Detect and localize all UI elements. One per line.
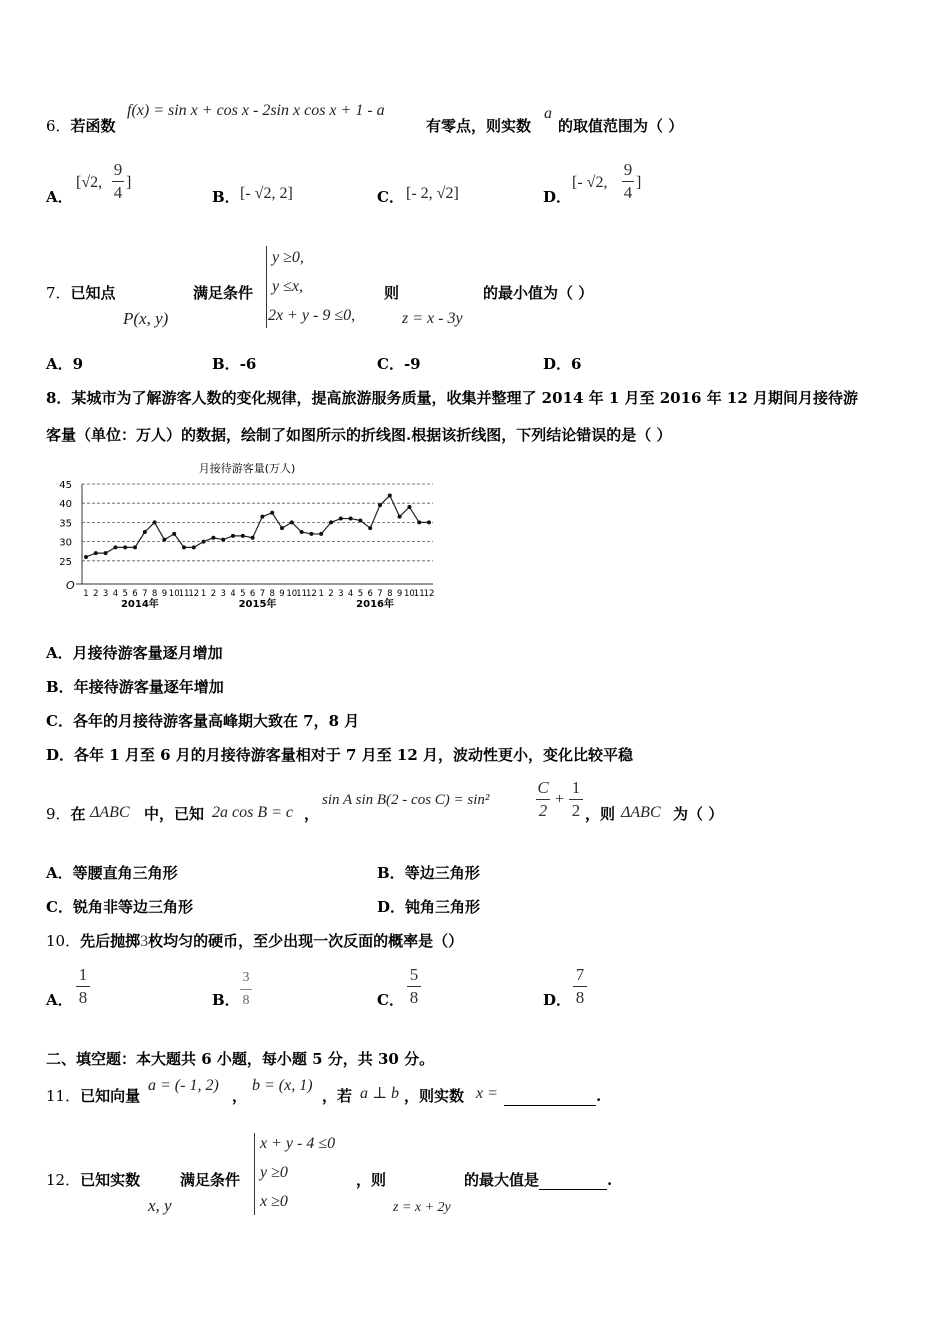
q9-mid: 中，已知 <box>144 805 205 823</box>
q6-function-expression: f(x) = sin x + cos x - 2sin x cos x + 1 - a <box>127 102 385 119</box>
x-tick-label: 12 <box>188 589 200 599</box>
q10-option-b-fraction: 3 8 <box>240 968 252 1011</box>
q10-option-d-label: D． <box>543 991 572 1009</box>
q6-option-b-text: [- √2, 2] <box>240 185 293 202</box>
q7-then: 则 <box>384 284 400 302</box>
q11-perp: a ⊥ b <box>360 1085 400 1102</box>
q8-option-d: D．各年 1 月至 6 月的月接待游客量相对于 7 月至 12 月，波动性更小，变化比较平稳 <box>46 746 633 764</box>
q7-stem: 7．已知点 <box>46 284 116 302</box>
x-tick-label: 11 <box>413 589 425 599</box>
data-point <box>133 545 137 549</box>
x-tick-label: 1 <box>83 589 89 599</box>
data-point <box>388 494 392 498</box>
data-point <box>123 545 127 549</box>
data-point <box>270 511 274 515</box>
data-point <box>211 536 215 540</box>
q11-then: ，则实数 <box>404 1087 465 1105</box>
x-tick-label: 10 <box>168 589 180 599</box>
x-tick-label: 7 <box>142 589 148 599</box>
x-tick-label: 12 <box>305 589 317 599</box>
data-point <box>368 526 372 530</box>
q9-option-b: B．等边三角形 <box>377 864 480 882</box>
q9-option-a: A．等腰直角三角形 <box>46 864 178 882</box>
data-point <box>260 515 264 519</box>
q6-option-d-left: [- √2, <box>572 174 608 191</box>
q9-plus: + <box>555 791 565 808</box>
q10-option-b-label: B． <box>212 991 240 1009</box>
q6-option-c-text: [- 2, √2] <box>406 185 459 202</box>
q11-vector-a: a = (- 1, 2) <box>148 1077 219 1094</box>
line-chart <box>52 458 452 610</box>
x-tick-label: 3 <box>220 589 226 599</box>
x-tick-label: 7 <box>259 589 266 599</box>
q10-option-a-fraction: 1 8 <box>76 965 90 1008</box>
q11-comma: ， <box>232 1087 248 1105</box>
q7-option-d: D．6 <box>543 355 582 373</box>
data-point <box>241 534 245 538</box>
q12-brace <box>254 1133 255 1215</box>
x-tick-label: 2 <box>210 589 217 599</box>
q8-option-a: A．月接待游客量逐月增加 <box>46 644 223 662</box>
q12-then: ，则 <box>356 1171 387 1189</box>
q8-line-1: 8．某城市为了解游客人数的变化规律，提高旅游服务质量，收集并整理了 2014 年 1 月至 2016 年 12 月期间月接待游 <box>46 389 859 407</box>
x-tick-label: 9 <box>161 589 168 599</box>
q12-stem: 12．已知实数 <box>46 1171 141 1189</box>
data-point <box>339 517 343 521</box>
year-label: 2016年 <box>356 599 395 610</box>
data-point <box>398 515 402 519</box>
data-point <box>417 520 421 524</box>
x-tick-label: 9 <box>396 589 403 599</box>
q8-option-c: C．各年的月接待游客量高峰期大致在 7，8 月 <box>46 712 360 730</box>
q7-option-b: B．-6 <box>212 355 257 373</box>
q6-option-d-right: ] <box>636 174 642 191</box>
x-tick-label: 1 <box>200 589 207 599</box>
q7-cond-1: y ≥0, <box>272 249 304 266</box>
q12-cond-3: x ≥0 <box>260 1193 288 1210</box>
x-tick-label: 10 <box>403 589 415 599</box>
q10-option-c-label: C． <box>377 991 404 1009</box>
data-point <box>182 545 186 549</box>
y-tick-label-35: 35 <box>59 518 72 530</box>
x-tick-label: 10 <box>286 589 298 599</box>
q7-brace <box>266 246 267 328</box>
q12-cond-1: x + y - 4 ≤0 <box>260 1135 336 1152</box>
q9-eq1: 2a cos B = c <box>212 804 293 821</box>
year-label: 2015年 <box>238 599 277 610</box>
q11-stem: 11．已知向量 <box>46 1087 141 1105</box>
chart-origin: O <box>66 579 75 592</box>
q7-point: P(x, y) <box>123 309 169 328</box>
x-tick-label: 4 <box>230 589 236 599</box>
q12-cond-label: 满足条件 <box>180 1171 241 1189</box>
x-tick-label: 7 <box>377 589 383 599</box>
q6-option-c-label: C． <box>377 188 404 206</box>
q12-z-expr: z = x + 2y <box>393 1200 451 1215</box>
x-tick-label: 11 <box>178 589 190 599</box>
data-point <box>309 532 313 536</box>
data-point <box>280 526 284 530</box>
q9-triangle: ΔABC <box>90 804 130 821</box>
data-point <box>192 545 196 549</box>
q9-then: ，则 <box>585 805 616 823</box>
x-tick-label: 11 <box>296 589 308 599</box>
q9-suffix: 为（ ） <box>673 805 724 823</box>
x-tick-label: 2 <box>328 589 334 599</box>
q7-cond-3: 2x + y - 9 ≤0, <box>268 307 356 324</box>
q12-answer-blank[interactable] <box>539 1175 607 1190</box>
data-point <box>329 520 333 524</box>
q11-vector-b: b = (x, 1) <box>252 1077 313 1094</box>
q6-option-a-right: ] <box>126 174 132 191</box>
q7-z-expr: z = x - 3y <box>402 310 463 327</box>
q7-option-a: A．9 <box>46 355 84 373</box>
data-point <box>231 534 235 538</box>
data-point <box>407 505 411 509</box>
q6-option-a-left: [√2, <box>76 174 103 191</box>
q6-option-d-fraction: 9 4 <box>623 160 633 202</box>
data-point <box>349 517 353 521</box>
q10-option-a-label: A． <box>46 991 73 1009</box>
q6-var-a: a <box>544 105 552 122</box>
q6-option-b-label: B． <box>212 188 240 206</box>
q10-stem: 10．先后抛掷3枚均匀的硬币，至少出现一次反面的概率是（） <box>46 932 464 950</box>
x-tick-label: 3 <box>338 589 344 599</box>
data-point <box>300 530 304 534</box>
q7-suffix: 的最小值为（ ） <box>483 284 594 302</box>
q9-frac-1-over-2: 1 2 <box>569 778 583 821</box>
q12-vars: x, y <box>148 1196 172 1215</box>
q7-option-c: C．-9 <box>377 355 421 373</box>
data-point <box>94 551 98 555</box>
data-point <box>319 532 323 536</box>
q8-line-2: 客量（单位：万人）的数据，绘制了如图所示的折线图.根据该折线图，下列结论错误的是（ ） <box>46 426 672 444</box>
q6-prefix: 若函数 <box>70 117 116 135</box>
q7-cond-label: 满足条件 <box>193 284 254 302</box>
q10-option-c-fraction: 5 8 <box>407 965 421 1008</box>
q9-triangle-2: ΔABC <box>621 804 661 821</box>
data-point <box>221 538 225 542</box>
q7-cond-2: y ≤x, <box>272 278 303 295</box>
q8-option-b: B．年接待游客量逐年增加 <box>46 678 224 696</box>
q11-blank-line[interactable] <box>504 1091 596 1106</box>
data-point <box>104 551 108 555</box>
data-point <box>153 520 157 524</box>
data-point <box>113 545 117 549</box>
x-tick-label: 2 <box>93 589 99 599</box>
q11-if: ，若 <box>322 1087 353 1105</box>
q11-x: x = <box>476 1085 498 1102</box>
x-tick-label: 6 <box>132 589 138 599</box>
q9-stem: 9．在 <box>46 805 86 823</box>
data-point <box>251 536 255 540</box>
x-tick-label: 4 <box>347 589 354 599</box>
q6-option-a-fraction: 9 4 <box>113 160 123 202</box>
data-point <box>172 532 176 536</box>
q9-option-d: D．钝角三角形 <box>377 898 481 916</box>
q9-comma: ， <box>304 805 320 823</box>
q9-eq2: sin A sin B(2 - cos C) = sin² <box>322 792 490 808</box>
y-tick-label-25: 25 <box>59 556 72 568</box>
x-tick-label: 6 <box>367 589 373 599</box>
data-point <box>358 518 362 522</box>
section-2-heading: 二、填空题：本大题共 6 小题，每小题 5 分，共 30 分。 <box>46 1050 435 1068</box>
q6-option-d-label: D． <box>543 188 572 206</box>
x-tick-label: 3 <box>102 589 109 599</box>
data-point <box>143 530 147 534</box>
x-tick-label: 8 <box>151 589 158 599</box>
chart-title: 月接待游客量(万人) <box>198 462 296 475</box>
x-tick-label: 6 <box>249 589 256 599</box>
y-tick-label-40: 40 <box>59 499 72 511</box>
x-tick-label: 1 <box>318 589 324 599</box>
year-label: 2014年 <box>120 599 159 610</box>
data-point <box>162 538 166 542</box>
data-point <box>427 520 431 524</box>
x-tick-label: 5 <box>240 589 246 599</box>
q6-stem <box>46 116 116 136</box>
y-tick-label-45: 45 <box>59 480 72 491</box>
q6-option-a-label: A． <box>46 188 73 206</box>
x-tick-label: 8 <box>387 589 393 599</box>
q6-number: 6． <box>46 117 71 135</box>
q11-answer-blank[interactable]: . <box>504 1086 601 1106</box>
q9-option-c: C．锐角非等边三角形 <box>46 898 193 916</box>
x-tick-label: 4 <box>112 589 119 599</box>
x-tick-label: 5 <box>122 589 128 599</box>
data-point <box>290 520 294 524</box>
data-point <box>202 540 206 544</box>
x-tick-label: 9 <box>279 589 285 599</box>
q6-suffix: 的取值范围为（ ） <box>558 117 684 135</box>
series-line <box>86 496 429 557</box>
y-tick-label-30: 30 <box>59 537 72 549</box>
x-tick-label: 5 <box>357 589 364 599</box>
q12-cond-2: y ≥0 <box>260 1164 288 1181</box>
x-tick-label: 12 <box>423 589 435 599</box>
data-point <box>378 503 382 507</box>
x-tick-label: 8 <box>269 589 275 599</box>
data-point <box>84 555 88 559</box>
q9-frac-c-over-2: C 2 <box>537 778 549 820</box>
q6-middle: 有零点，则实数 <box>426 117 532 135</box>
q12-suffix: 的最大值是 . <box>464 1171 613 1189</box>
q10-option-d-fraction: 7 8 <box>573 965 587 1008</box>
